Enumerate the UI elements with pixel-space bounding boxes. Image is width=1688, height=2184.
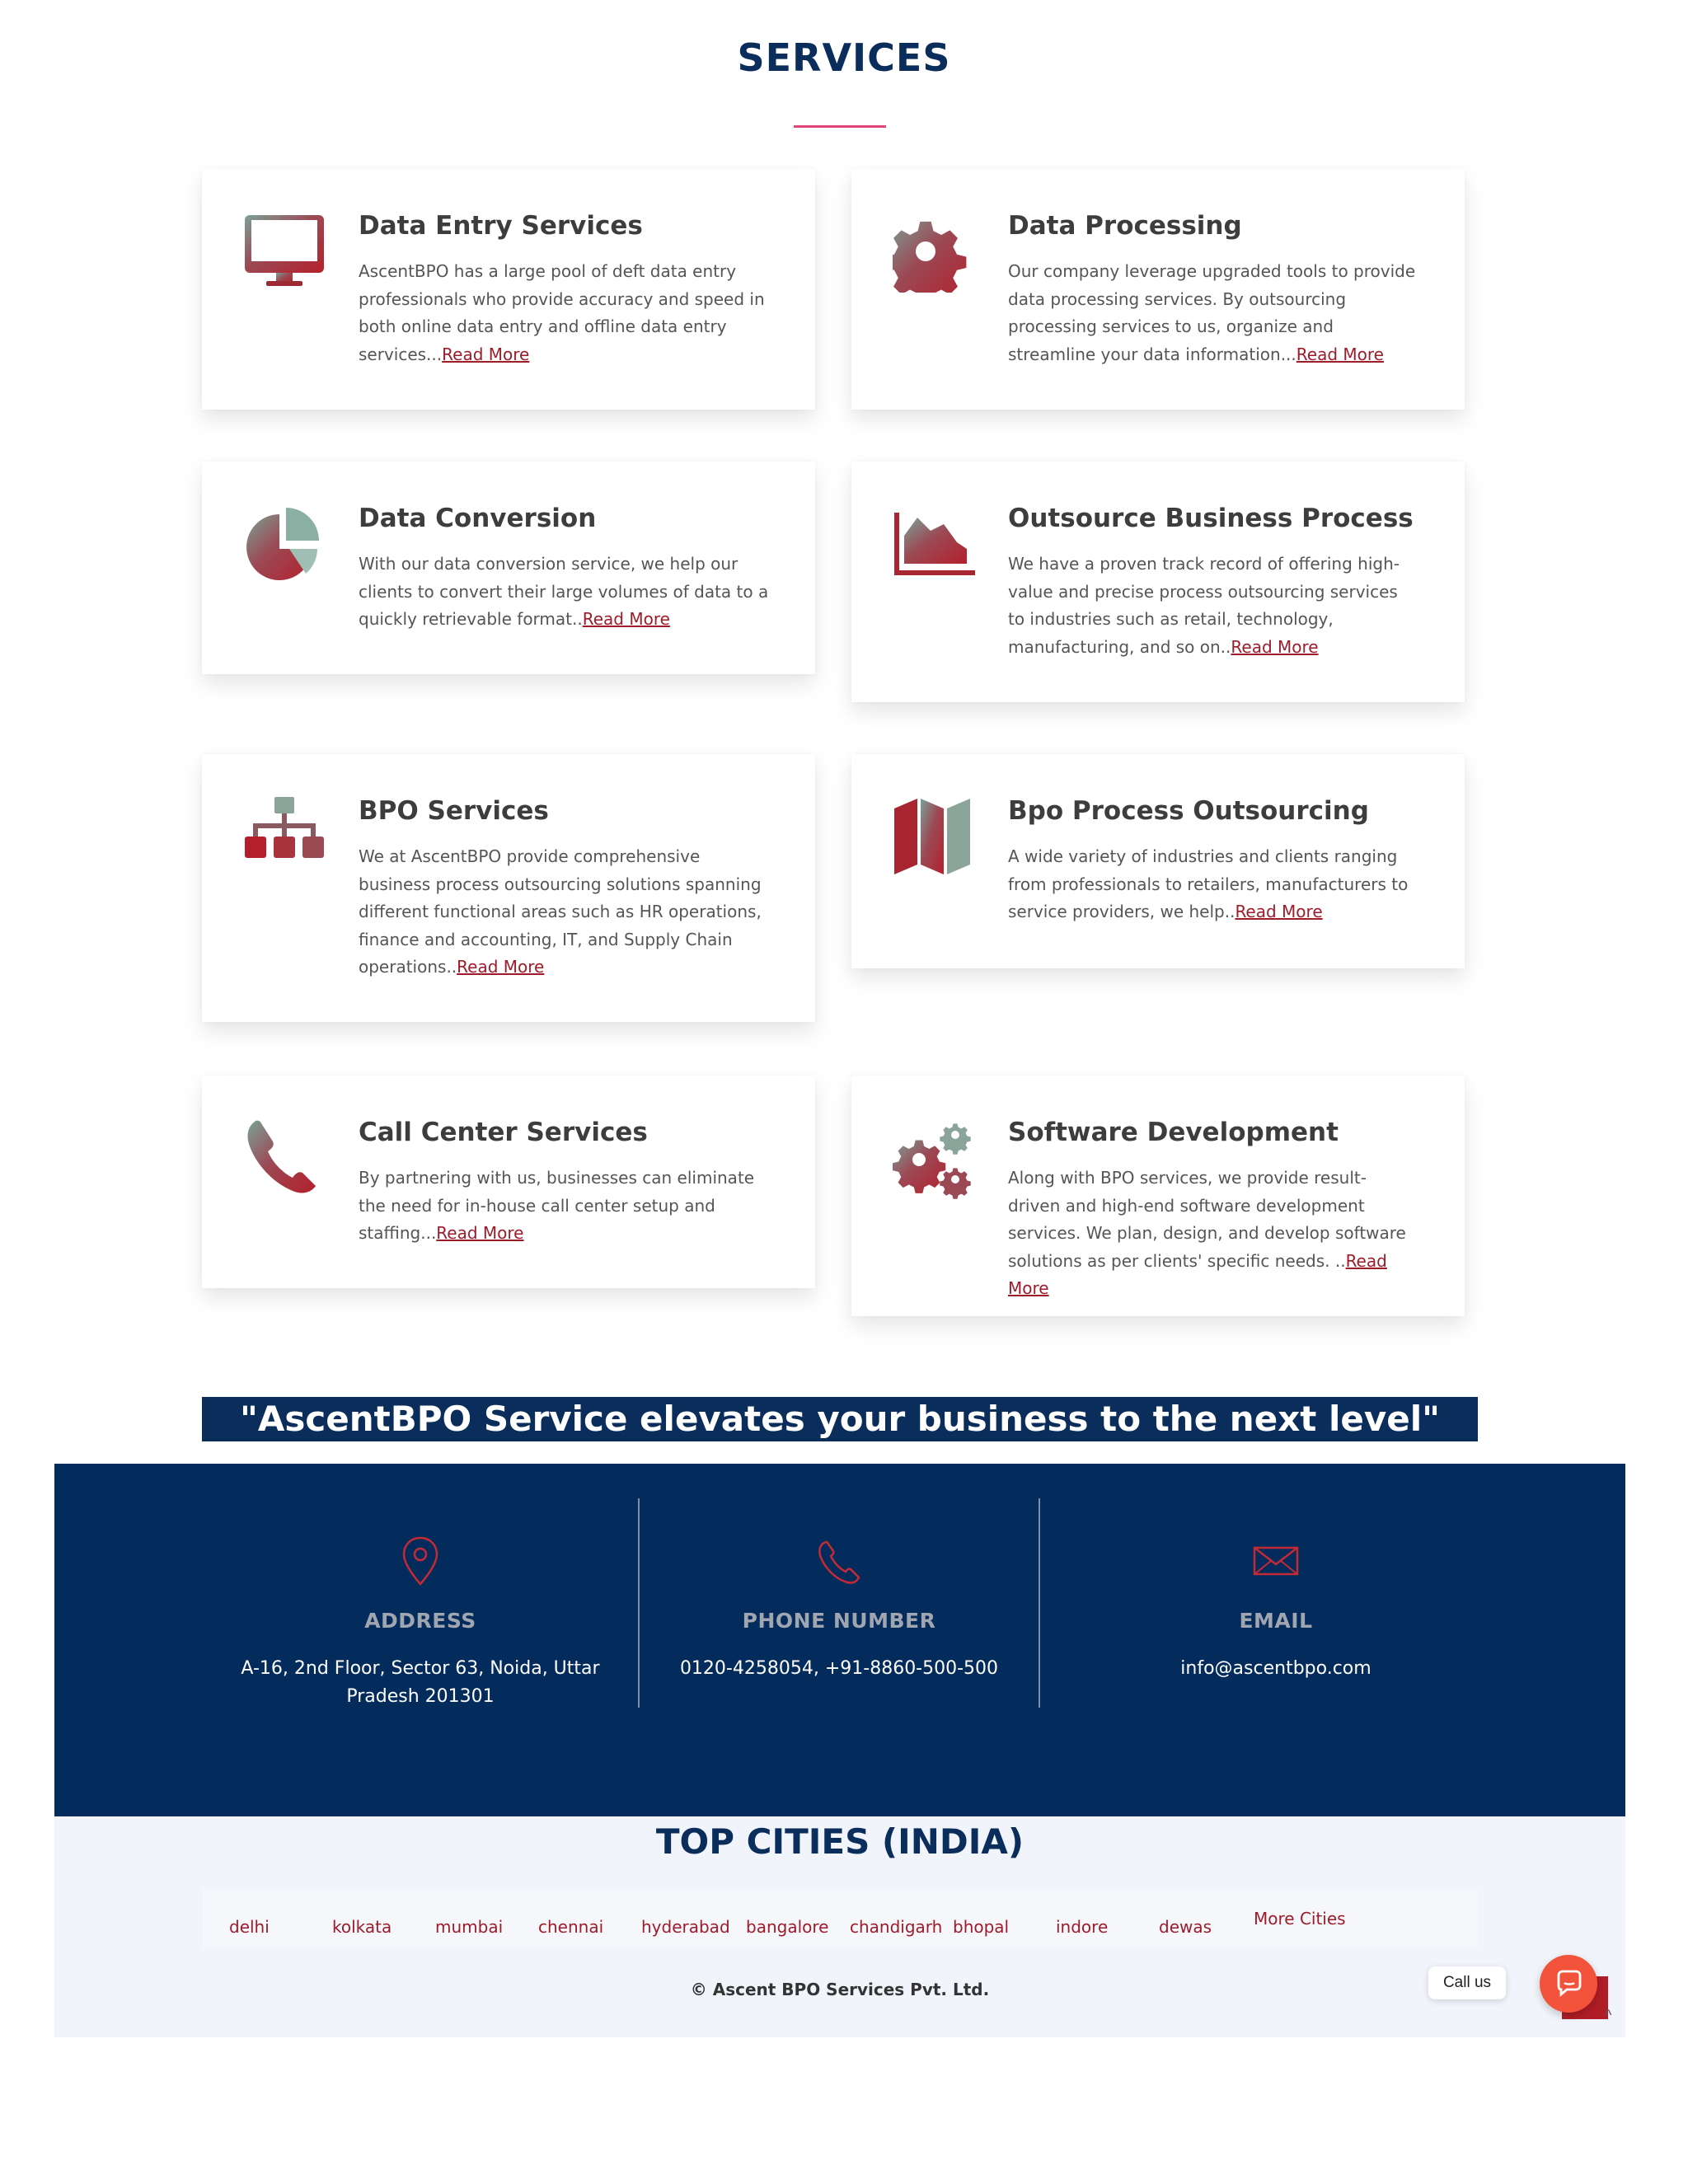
city-link-chandigarh[interactable]: chandigarh — [850, 1917, 943, 1937]
phone-icon — [243, 1117, 326, 1199]
read-more-link[interactable]: Read More — [442, 344, 530, 364]
pie-chart-icon — [243, 503, 326, 585]
service-card-data-conversion — [202, 462, 815, 674]
envelope-icon — [1250, 1535, 1302, 1587]
service-title: Bpo Process Outsourcing — [1008, 796, 1369, 826]
city-link-kolkata[interactable]: kolkata — [332, 1917, 392, 1937]
contact-divider — [638, 1498, 640, 1708]
service-title: Software Development — [1008, 1118, 1339, 1147]
city-link-mumbai[interactable]: mumbai — [435, 1917, 504, 1937]
contact-phone — [641, 1464, 1037, 1816]
contact-divider — [1039, 1498, 1040, 1708]
read-more-link[interactable]: Read More — [1008, 1250, 1387, 1298]
read-more-link[interactable]: Read More — [436, 1223, 524, 1243]
service-card-bpo-process-outsourcing — [851, 754, 1465, 968]
service-title: Data Processing — [1008, 211, 1242, 241]
service-card-data-processing — [851, 169, 1465, 410]
chat-widget-button[interactable] — [1540, 1955, 1597, 2013]
more-cities-link[interactable]: More Cities — [1254, 1909, 1346, 1929]
service-title: Outsource Business Process — [1008, 504, 1414, 533]
service-title: Call Center Services — [359, 1118, 648, 1147]
service-card-call-center — [202, 1076, 815, 1288]
service-description: With our data conversion service, we help our clients to convert their large volumes of data to a quickly retrievable format..Read More — [359, 554, 769, 629]
read-more-link[interactable]: Read More — [1231, 636, 1319, 657]
area-chart-icon — [893, 503, 975, 585]
top-cities-title: TOP CITIES (INDIA) — [655, 1821, 1025, 1862]
service-card-outsource-business — [851, 462, 1465, 702]
read-more-link[interactable]: Read More — [1296, 344, 1384, 364]
email-value[interactable]: info@ascentbpo.com — [1180, 1658, 1372, 1679]
city-link-delhi[interactable]: delhi — [229, 1917, 270, 1937]
call-us-tooltip[interactable]: Call us — [1428, 1966, 1506, 1999]
location-pin-icon — [394, 1535, 447, 1587]
service-title: Data Entry Services — [359, 211, 643, 241]
service-description: Our company leverage upgraded tools to provide data processing services. By outsourcing processing services to us, organize and streamline your data information...Read More — [1008, 261, 1416, 364]
heading-underline — [794, 125, 886, 128]
contact-email — [1042, 1464, 1510, 1816]
service-title: BPO Services — [359, 796, 549, 826]
service-card-bpo-services — [202, 754, 815, 1022]
sitemap-icon — [243, 795, 326, 878]
monitor-icon — [243, 210, 326, 293]
service-description: By partnering with us, businesses can eliminate the need for in-house call center setup and staffing...Read More — [359, 1168, 755, 1243]
contact-address — [206, 1464, 635, 1816]
address-label: ADDRESS — [364, 1609, 476, 1633]
chat-bubble-icon — [1554, 1969, 1583, 1999]
email-label: EMAIL — [1239, 1609, 1313, 1633]
city-link-dewas[interactable]: dewas — [1159, 1917, 1212, 1937]
service-description: We at AscentBPO provide comprehensive business process outsourcing solutions spanning different functional areas such as HR operations, finance and accounting, IT, and Supply Chain operations..Read More — [359, 846, 762, 977]
service-title: Data Conversion — [359, 504, 597, 533]
top-cities-section — [54, 1816, 1625, 2037]
phone-icon — [813, 1535, 865, 1587]
read-more-link[interactable]: Read More — [457, 957, 545, 977]
map-icon — [893, 795, 975, 878]
phone-value[interactable]: 0120-4258054, +91-8860-500-500 — [679, 1658, 999, 1679]
read-more-link[interactable]: Read More — [1235, 902, 1323, 921]
city-link-bhopal[interactable]: bhopal — [953, 1917, 1010, 1937]
service-card-software-development — [851, 1076, 1465, 1316]
city-link-hyderabad[interactable]: hyderabad — [641, 1917, 730, 1937]
tagline-banner: "AscentBPO Service elevates your business to the next level" — [202, 1397, 1478, 1441]
service-card-data-entry — [202, 169, 815, 410]
section-heading: SERVICES — [737, 35, 951, 74]
city-link-indore[interactable]: indore — [1056, 1917, 1109, 1937]
service-description: AscentBPO has a large pool of deft data entry professionals who provide accuracy and speed in both online data entry and offline data entry services...Read More — [359, 261, 765, 364]
service-description: Along with BPO services, we provide result-driven and high-end software development services. We plan, design, and develop software solutions as per clients' specific needs. ..Read More — [1008, 1168, 1406, 1298]
phone-label: PHONE NUMBER — [742, 1609, 936, 1633]
read-more-link[interactable]: Read More — [582, 609, 670, 629]
cogs-icon — [893, 1117, 975, 1199]
service-description: We have a proven track record of offering high-value and precise process outsourcing services to industries such as retail, technology, manufacturing, and so on..Read More — [1008, 554, 1400, 657]
city-link-bangalore[interactable]: bangalore — [746, 1917, 829, 1937]
city-link-chennai[interactable]: chennai — [538, 1917, 604, 1937]
contact-section — [54, 1464, 1625, 1816]
copyright-text: © Ascent BPO Services Pvt. Ltd. — [690, 1980, 990, 1999]
gear-icon — [893, 210, 975, 293]
address-value: A-16, 2nd Floor, Sector 63, Noida, Uttar Pradesh 201301 — [241, 1658, 600, 1707]
chevron-up-icon: ^ — [1605, 2007, 1612, 2023]
service-description: A wide variety of industries and clients ranging from professionals to retailers, manufacturers to service providers, we help..Read More — [1008, 846, 1409, 921]
